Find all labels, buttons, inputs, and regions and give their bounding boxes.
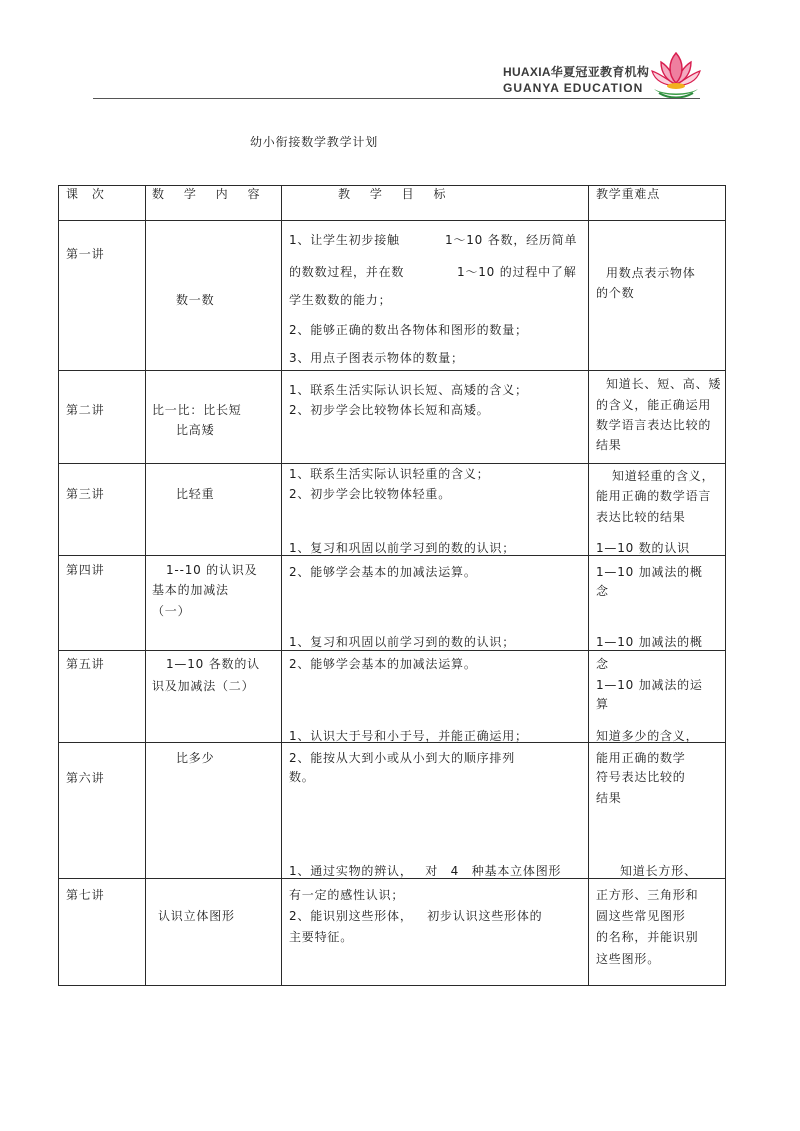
- row-divider: [58, 650, 726, 651]
- row-divider: [58, 878, 726, 879]
- key-point-line: 结果: [596, 438, 622, 452]
- key-point-line: 知道多少的含义，: [596, 729, 699, 743]
- teaching-content-line: 比一比：比长短: [152, 403, 242, 417]
- teaching-objective-line: 1、复习和巩固以前学习到的数的认识；: [289, 541, 516, 555]
- key-point-line: 正方形、三角形和: [596, 888, 699, 902]
- logo-text-line2: GUANYA EDUCATION: [503, 81, 644, 95]
- teaching-objective-line: 1、通过实物的辨认， 对 4 种基本立体图形: [289, 864, 562, 878]
- teaching-objective-line: 1～10 各数，经历简单: [445, 233, 578, 247]
- key-point-line: 符号表达比较的: [596, 770, 686, 784]
- teaching-content-line: 比多少: [176, 751, 215, 765]
- teaching-objective-line: 的数数过程，并在数: [289, 265, 405, 279]
- lesson-number: 第二讲: [66, 403, 105, 417]
- row-divider: [58, 555, 726, 556]
- teaching-objective-line: 2、能够正确的数出各物体和图形的数量；: [289, 323, 528, 337]
- lesson-number: 第三讲: [66, 487, 105, 501]
- key-point-line: 能用正确的数学语言: [596, 489, 712, 503]
- teaching-objective-line: 1、联系生活实际认识轻重的含义；: [289, 467, 490, 481]
- logo-text-line1: HUAXIA华夏冠亚教育机构: [503, 65, 650, 79]
- row-divider: [58, 370, 726, 371]
- teaching-objective-line: 1、让学生初步接触: [289, 233, 400, 247]
- teaching-objective-line: 3、用点子图表示物体的数量；: [289, 351, 464, 365]
- teaching-objective-line: 主要特征。: [289, 930, 354, 944]
- table-border-bottom: [58, 985, 726, 986]
- lesson-number: 第七讲: [66, 888, 105, 902]
- lesson-number: 第六讲: [66, 771, 105, 785]
- teaching-objective-line: 2、能按从大到小或从小到大的顺序排列: [289, 751, 516, 765]
- header-content: 数 学 内 容: [152, 187, 268, 201]
- teaching-objective-line: 2、初步学会比较物体轻重。: [289, 487, 452, 501]
- teaching-content-line: 基本的加减法: [152, 583, 229, 597]
- teaching-objective-line: 1～10 的过程中了解: [457, 265, 577, 279]
- lesson-number: 第四讲: [66, 563, 105, 577]
- page-title: 幼小衔接数学教学计划: [250, 135, 379, 149]
- key-point-line: 的个数: [596, 286, 635, 300]
- lotus-logo-icon: [648, 50, 704, 100]
- row-divider: [58, 463, 726, 464]
- header-divider: [93, 98, 700, 99]
- key-point-line: 表达比较的结果: [596, 510, 686, 524]
- teaching-content-line: 比轻重: [176, 487, 215, 501]
- lesson-number: 第五讲: [66, 657, 105, 671]
- teaching-content-line: 认识立体图形: [158, 909, 235, 923]
- key-point-line: 知道轻重的含义，: [612, 469, 715, 483]
- teaching-objective-line: 1、复习和巩固以前学习到的数的认识；: [289, 635, 516, 649]
- lesson-number: 第一讲: [66, 247, 105, 261]
- table-border-top: [58, 185, 726, 186]
- teaching-content-line: （一）: [152, 604, 191, 618]
- key-point-line: 1—10 加减法的概: [596, 565, 703, 579]
- teaching-objective-line: 2、能识别这些形体， 初步认识这些形体的: [289, 909, 543, 923]
- key-point-line: 能用正确的数学: [596, 751, 686, 765]
- teaching-objective-line: 有一定的感性认识；: [289, 888, 405, 902]
- teaching-content-line: 1--10 的认识及: [166, 563, 258, 577]
- header-lesson: 课 次: [66, 187, 109, 201]
- key-point-line: 结果: [596, 791, 622, 805]
- key-point-line: 念: [596, 584, 609, 598]
- key-point-line: 念: [596, 657, 609, 671]
- key-point-line: 的名称，并能识别: [596, 930, 699, 944]
- teaching-objective-line: 2、初步学会比较物体长短和高矮。: [289, 403, 490, 417]
- column-divider: [588, 185, 589, 986]
- table-border-left: [58, 185, 59, 986]
- header-objectives: 教 学 目 标: [338, 187, 452, 201]
- key-point-line: 数学语言表达比较的: [596, 418, 712, 432]
- key-point-line: 圆这些常见图形: [596, 909, 686, 923]
- teaching-content-line: 数一数: [176, 293, 215, 307]
- key-point-line: 算: [596, 697, 609, 711]
- row-divider: [58, 220, 726, 221]
- table-border-right: [725, 185, 726, 986]
- key-point-line: 1—10 加减法的概: [596, 635, 703, 649]
- key-point-line: 用数点表示物体: [606, 266, 696, 280]
- teaching-objective-line: 数。: [289, 770, 315, 784]
- header-key-points: 教学重难点: [596, 187, 661, 201]
- teaching-objective-line: 1、认识大于号和小于号，并能正确运用；: [289, 729, 528, 743]
- teaching-content-line: 比高矮: [176, 423, 215, 437]
- teaching-objective-line: 2、能够学会基本的加减法运算。: [289, 657, 477, 671]
- teaching-objective-line: 学生数数的能力；: [289, 293, 392, 307]
- key-point-line: 知道长方形、: [620, 864, 697, 878]
- teaching-content-line: 1—10 各数的认: [166, 657, 260, 671]
- key-point-line: 的含义，能正确运用: [596, 398, 712, 412]
- key-point-line: 1—10 加减法的运: [596, 678, 703, 692]
- column-divider: [145, 185, 146, 986]
- key-point-line: 1—10 数的认识: [596, 541, 690, 555]
- teaching-objective-line: 1、联系生活实际认识长短、高矮的含义；: [289, 383, 528, 397]
- column-divider: [281, 185, 282, 986]
- key-point-line: 知道长、短、高、矮: [606, 377, 722, 391]
- teaching-content-line: 识及加减法（二）: [152, 679, 255, 693]
- teaching-objective-line: 2、能够学会基本的加减法运算。: [289, 565, 477, 579]
- key-point-line: 这些图形。: [596, 952, 661, 966]
